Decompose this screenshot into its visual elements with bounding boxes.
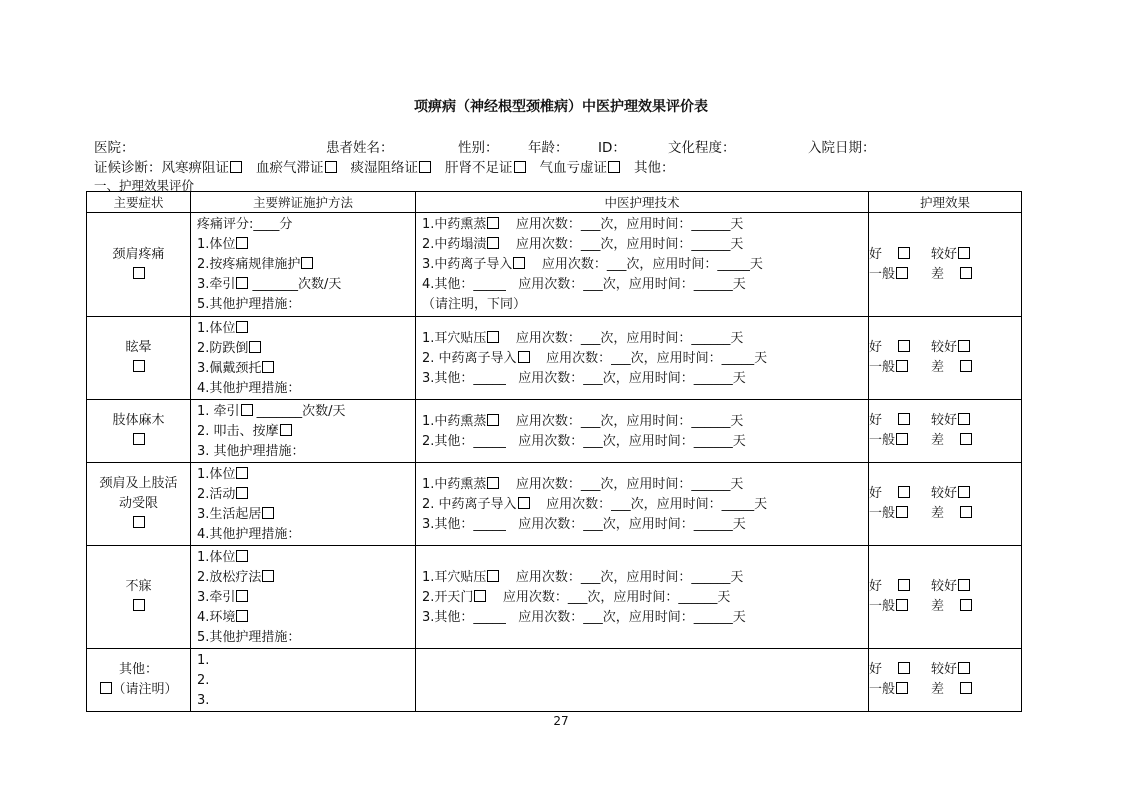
- effect-label-fair: 一般: [869, 682, 896, 697]
- technique-usage: 应用次数：___次，应用时间：______天: [499, 331, 744, 346]
- diagnosis-option-label: 痰湿阻络证: [350, 160, 418, 176]
- effect-label-poor: 差: [931, 433, 945, 448]
- effect-checkbox-fair[interactable]: [896, 506, 908, 518]
- technique-usage: 应用次数：___次，应用时间：_____天: [525, 257, 763, 272]
- method-checkbox[interactable]: [236, 237, 248, 249]
- technique-name: 1.中药熏蒸: [422, 414, 487, 429]
- table-row: [87, 463, 1022, 546]
- method-item: [197, 442, 415, 462]
- effect-checkbox-fair[interactable]: [896, 267, 908, 279]
- method-label: 1.体位: [197, 550, 236, 565]
- effect-cell: [869, 546, 1022, 649]
- table-row: [87, 400, 1022, 463]
- effect-cell: [869, 400, 1022, 463]
- method-frequency: _______次数/天: [248, 277, 342, 292]
- technique-cell: [416, 317, 869, 400]
- effect-cell: [869, 463, 1022, 546]
- effect-label-better: 较好: [931, 579, 958, 594]
- symptom-label: 动受限: [118, 496, 158, 511]
- method-checkbox[interactable]: [236, 550, 248, 562]
- effect-checkbox-good[interactable]: [898, 486, 910, 498]
- technique-usage: 应用次数：___次，应用时间：______天: [499, 237, 744, 252]
- header-symptom: 主要症状: [87, 192, 191, 213]
- method-item: [197, 465, 415, 485]
- technique-item: [422, 235, 868, 255]
- patient-name-label: 患者姓名：: [326, 140, 394, 156]
- effect-label-good: 好: [869, 413, 883, 428]
- effect-label-better: 较好: [931, 246, 958, 262]
- methods-cell: [191, 463, 416, 546]
- technique-item: [422, 588, 868, 608]
- diagnosis-option-label: 血瘀气滞证: [256, 160, 324, 176]
- technique-cell: [416, 546, 869, 649]
- method-label: 2. 叩击、按摩: [197, 424, 279, 439]
- effect-checkbox-fair[interactable]: [896, 599, 908, 611]
- symptom-cell: [87, 463, 191, 546]
- symptom-label: 不寐: [125, 579, 152, 594]
- effect-label-good: 好: [869, 340, 883, 355]
- effect-checkbox-fair[interactable]: [896, 360, 908, 372]
- method-label: 4.其他护理措施：: [197, 527, 301, 542]
- effect-checkbox-poor[interactable]: [960, 599, 972, 611]
- technique-name: 2. 中药离子导入: [422, 497, 517, 512]
- method-item: [197, 295, 415, 315]
- table-row: [87, 546, 1022, 649]
- method-label: 1.体位: [197, 467, 236, 482]
- diagnosis-line: [94, 156, 675, 176]
- technique-item: [422, 608, 868, 628]
- technique-usage: 应用次数：___次，应用时间：______天: [499, 414, 744, 429]
- method-item: [197, 525, 415, 545]
- technique-label: 2.其他：_____ 应用次数：___次，应用时间：______天: [422, 434, 746, 449]
- method-frequency: _______次数/天: [252, 404, 346, 419]
- admission-date-label: 入院日期：: [808, 140, 876, 156]
- method-item: [197, 608, 415, 628]
- technique-item: [422, 412, 868, 432]
- effect-label-fair: 一般: [869, 433, 896, 448]
- diagnosis-option: [256, 160, 337, 176]
- method-checkbox[interactable]: [262, 570, 274, 582]
- symptom-label: 其他：: [118, 662, 158, 677]
- checkbox[interactable]: [608, 161, 620, 173]
- method-item: [197, 339, 415, 359]
- method-item: [197, 588, 415, 608]
- id-label: ID：: [598, 140, 626, 156]
- method-item: [197, 505, 415, 525]
- gender-label: 性别：: [458, 140, 499, 156]
- technique-checkbox[interactable]: [518, 497, 530, 509]
- method-item: [197, 628, 415, 648]
- diagnosis-option: [162, 160, 243, 176]
- technique-label: 3.其他：_____ 应用次数：___次，应用时间：______天: [422, 517, 746, 532]
- method-checkbox[interactable]: [236, 487, 248, 499]
- effect-label-good: 好: [869, 662, 883, 677]
- effect-checkbox-poor[interactable]: [960, 433, 972, 445]
- technique-checkbox[interactable]: [513, 257, 525, 269]
- technique-label: 3.其他：_____ 应用次数：___次，应用时间：______天: [422, 610, 746, 625]
- symptom-label: 颈肩及上肢活: [99, 476, 178, 491]
- effect-label-good: 好: [869, 246, 883, 262]
- effect-checkbox-better[interactable]: [958, 340, 970, 352]
- technique-checkbox[interactable]: [487, 237, 499, 249]
- effect-cell: [869, 213, 1022, 317]
- effect-checkbox-poor[interactable]: [960, 360, 972, 372]
- technique-cell: [416, 463, 869, 546]
- technique-name: 2.开天门: [422, 590, 474, 605]
- technique-name: 2. 中药离子导入: [422, 351, 517, 366]
- technique-item: [422, 495, 868, 515]
- effect-checkbox-poor[interactable]: [960, 267, 972, 279]
- method-label: 1.: [197, 653, 210, 668]
- effect-checkbox-better[interactable]: [958, 662, 970, 674]
- effect-label-poor: 差: [931, 506, 945, 521]
- section-title: 一、护理效果评价: [94, 178, 195, 193]
- method-item: [197, 402, 415, 422]
- method-item: [197, 691, 415, 711]
- effect-label-poor: 差: [931, 266, 945, 282]
- technique-usage: 应用次数：___次，应用时间：______天: [499, 570, 744, 585]
- method-checkbox[interactable]: [262, 507, 274, 519]
- checkbox[interactable]: [100, 682, 112, 694]
- symptom-text: [87, 245, 190, 265]
- method-label: 5.其他护理措施：: [197, 630, 301, 645]
- effect-cell: [869, 649, 1022, 712]
- checkbox[interactable]: [325, 161, 337, 173]
- effect-label-fair: 一般: [869, 506, 896, 521]
- technique-item: [422, 349, 868, 369]
- effect-checkbox-better[interactable]: [958, 579, 970, 591]
- header-effect: 护理效果: [869, 192, 1022, 213]
- diagnosis-label: 证候诊断：: [94, 160, 162, 176]
- effect-checkbox-good[interactable]: [898, 247, 910, 259]
- method-checkbox[interactable]: [262, 361, 274, 373]
- effect-cell: [869, 317, 1022, 400]
- technique-usage: 应用次数：___次，应用时间：_____天: [529, 497, 768, 512]
- method-item: [197, 275, 415, 295]
- technique-item: [422, 432, 868, 452]
- technique-label: 4.其他：_____ 应用次数：___次，应用时间：______天: [422, 277, 746, 292]
- effect-label-better: 较好: [931, 486, 958, 501]
- method-checkbox[interactable]: [236, 610, 248, 622]
- diagnosis-option: [351, 160, 432, 176]
- method-checkbox[interactable]: [236, 467, 248, 479]
- method-label: 1.体位: [197, 237, 236, 252]
- technique-item: [422, 275, 868, 295]
- technique-usage: 应用次数：___次，应用时间：______天: [486, 590, 731, 605]
- page-title: 项痹病（神经根型颈椎病）中医护理效果评价表: [414, 99, 708, 115]
- technique-name: 1.中药熏蒸: [422, 477, 487, 492]
- effect-label-better: 较好: [931, 662, 958, 677]
- method-item: [197, 485, 415, 505]
- method-label: 2.按疼痛规律施护: [197, 257, 301, 272]
- technique-name: 3.中药离子导入: [422, 257, 513, 272]
- method-item: [197, 235, 415, 255]
- checkbox[interactable]: [514, 161, 526, 173]
- table-row: [87, 213, 1022, 317]
- symptom-cell: [87, 213, 191, 317]
- effect-checkbox-good[interactable]: [898, 340, 910, 352]
- table-row: [87, 317, 1022, 400]
- technique-usage: 应用次数：___次，应用时间：______天: [499, 477, 744, 492]
- effect-label-fair: 一般: [869, 266, 896, 282]
- technique-item: [422, 255, 868, 275]
- methods-cell: [191, 400, 416, 463]
- symptom-label: 肢体麻木: [112, 413, 165, 428]
- technique-name: 1.耳穴贴压: [422, 570, 487, 585]
- diagnosis-option-label: 气血亏虚证: [539, 160, 607, 176]
- diagnosis-option-label: 肝肾不足证: [445, 160, 513, 176]
- technique-checkbox[interactable]: [487, 570, 499, 582]
- technique-name: 1.耳穴贴压: [422, 331, 487, 346]
- effect-label-better: 较好: [931, 413, 958, 428]
- effect-label-fair: 一般: [869, 360, 896, 375]
- effect-label-poor: 差: [931, 599, 945, 614]
- page-number: 27: [553, 714, 569, 728]
- method-item: [197, 568, 415, 588]
- checkbox[interactable]: [230, 161, 242, 173]
- method-checkbox[interactable]: [301, 257, 313, 269]
- method-item: [197, 215, 415, 235]
- method-label: 5.其他护理措施：: [197, 297, 301, 312]
- symptom-checkbox[interactable]: [133, 433, 145, 445]
- symptom-text: [87, 680, 190, 700]
- method-label: 3.牵引: [197, 590, 236, 605]
- effect-label-poor: 差: [931, 360, 945, 375]
- technique-name: 1.中药熏蒸: [422, 217, 487, 232]
- symptom-text: [87, 474, 190, 494]
- method-label: 2.: [197, 673, 210, 688]
- effect-checkbox-poor[interactable]: [960, 682, 972, 694]
- technique-item: [422, 295, 868, 315]
- method-label: 3.牵引: [197, 277, 236, 292]
- method-checkbox[interactable]: [249, 341, 261, 353]
- symptom-cell: [87, 317, 191, 400]
- technique-checkbox[interactable]: [487, 217, 499, 229]
- symptom-label: （请注明）: [112, 682, 178, 697]
- technique-checkbox[interactable]: [474, 590, 486, 602]
- symptom-label: 眩晕: [125, 340, 152, 355]
- table-row: [87, 649, 1022, 712]
- technique-item: [422, 215, 868, 235]
- effect-checkbox-fair[interactable]: [896, 433, 908, 445]
- effect-checkbox-good[interactable]: [898, 413, 910, 425]
- effect-checkbox-better[interactable]: [958, 247, 970, 259]
- method-label: 3. 其他护理措施：: [197, 444, 305, 459]
- method-item: [197, 379, 415, 399]
- symptom-text: [87, 577, 190, 597]
- effect-label-good: 好: [869, 579, 883, 594]
- technique-usage: 应用次数：___次，应用时间：_____天: [529, 351, 768, 366]
- age-label: 年龄：: [528, 140, 569, 156]
- method-checkbox[interactable]: [241, 404, 253, 416]
- method-item: [197, 671, 415, 691]
- symptom-checkbox[interactable]: [133, 516, 145, 528]
- technique-item: [422, 329, 868, 349]
- methods-cell: [191, 213, 416, 317]
- technique-item: [422, 369, 868, 389]
- effect-checkbox-good[interactable]: [898, 662, 910, 674]
- methods-cell: [191, 546, 416, 649]
- methods-cell: [191, 649, 416, 712]
- header-methods: 主要辨证施护方法: [191, 192, 416, 213]
- method-checkbox[interactable]: [236, 590, 248, 602]
- method-checkbox[interactable]: [280, 424, 292, 436]
- effect-label-better: 较好: [931, 340, 958, 355]
- method-item: [197, 548, 415, 568]
- technique-label: 3.其他：_____ 应用次数：___次，应用时间：______天: [422, 371, 746, 386]
- table-header-row: [87, 192, 1022, 213]
- technique-name: 2.中药塌渍: [422, 237, 487, 252]
- symptom-label: 颈肩疼痛: [112, 246, 165, 262]
- method-label: 2.放松疗法: [197, 570, 262, 585]
- header-technique: 中医护理技术: [416, 192, 869, 213]
- effect-label-fair: 一般: [869, 599, 896, 614]
- checkbox[interactable]: [419, 161, 431, 173]
- effect-checkbox-better[interactable]: [958, 413, 970, 425]
- hospital-label: 医院：: [94, 140, 135, 156]
- method-item: [197, 319, 415, 339]
- methods-cell: [191, 317, 416, 400]
- effect-checkbox-good[interactable]: [898, 579, 910, 591]
- effect-label-good: 好: [869, 486, 883, 501]
- method-label: 3.: [197, 693, 210, 708]
- method-item: [197, 255, 415, 275]
- technique-item: [422, 568, 868, 588]
- education-label: 文化程度：: [668, 140, 736, 156]
- technique-checkbox[interactable]: [487, 477, 499, 489]
- symptom-cell: [87, 400, 191, 463]
- method-item: [197, 422, 415, 442]
- evaluation-table: [86, 191, 1022, 712]
- effect-checkbox-fair[interactable]: [896, 682, 908, 694]
- method-label: 4.环境: [197, 610, 236, 625]
- method-label: 3.佩戴颈托: [197, 361, 262, 376]
- technique-checkbox[interactable]: [487, 331, 499, 343]
- symptom-checkbox[interactable]: [133, 360, 145, 372]
- effect-checkbox-poor[interactable]: [960, 506, 972, 518]
- technique-usage: 应用次数：___次，应用时间：______天: [499, 217, 744, 232]
- technique-item: [422, 515, 868, 535]
- method-checkbox[interactable]: [236, 321, 248, 333]
- symptom-text: [87, 660, 190, 680]
- symptom-checkbox[interactable]: [133, 267, 145, 279]
- method-label: 4.其他护理措施：: [197, 381, 301, 396]
- technique-cell: [416, 400, 869, 463]
- technique-checkbox[interactable]: [487, 414, 499, 426]
- diagnosis-other-label: 其他：: [634, 160, 675, 176]
- method-label: 1.体位: [197, 321, 236, 336]
- method-label: 2.防跌倒: [197, 341, 249, 356]
- symptom-checkbox[interactable]: [133, 599, 145, 611]
- method-label: 3.生活起居: [197, 507, 262, 522]
- diagnosis-option: [540, 160, 621, 176]
- method-label: 2.活动: [197, 487, 236, 502]
- symptom-cell: [87, 546, 191, 649]
- method-label: 1. 牵引: [197, 404, 240, 419]
- diagnosis-option-label: 风寒痹阻证: [161, 160, 229, 176]
- technique-cell: [416, 649, 869, 712]
- symptom-text: [87, 338, 190, 358]
- symptom-cell: [87, 649, 191, 712]
- diagnosis-option: [445, 160, 526, 176]
- symptom-text: [87, 411, 190, 431]
- technique-label: （请注明，下同）: [422, 297, 527, 312]
- symptom-text: [87, 494, 190, 514]
- effect-checkbox-better[interactable]: [958, 486, 970, 498]
- method-label: 疼痛评分:____分: [197, 217, 293, 232]
- method-checkbox[interactable]: [236, 277, 248, 289]
- method-item: [197, 651, 415, 671]
- technique-checkbox[interactable]: [518, 351, 530, 363]
- technique-cell: [416, 213, 869, 317]
- effect-label-poor: 差: [931, 682, 945, 697]
- technique-item: [422, 475, 868, 495]
- method-item: [197, 359, 415, 379]
